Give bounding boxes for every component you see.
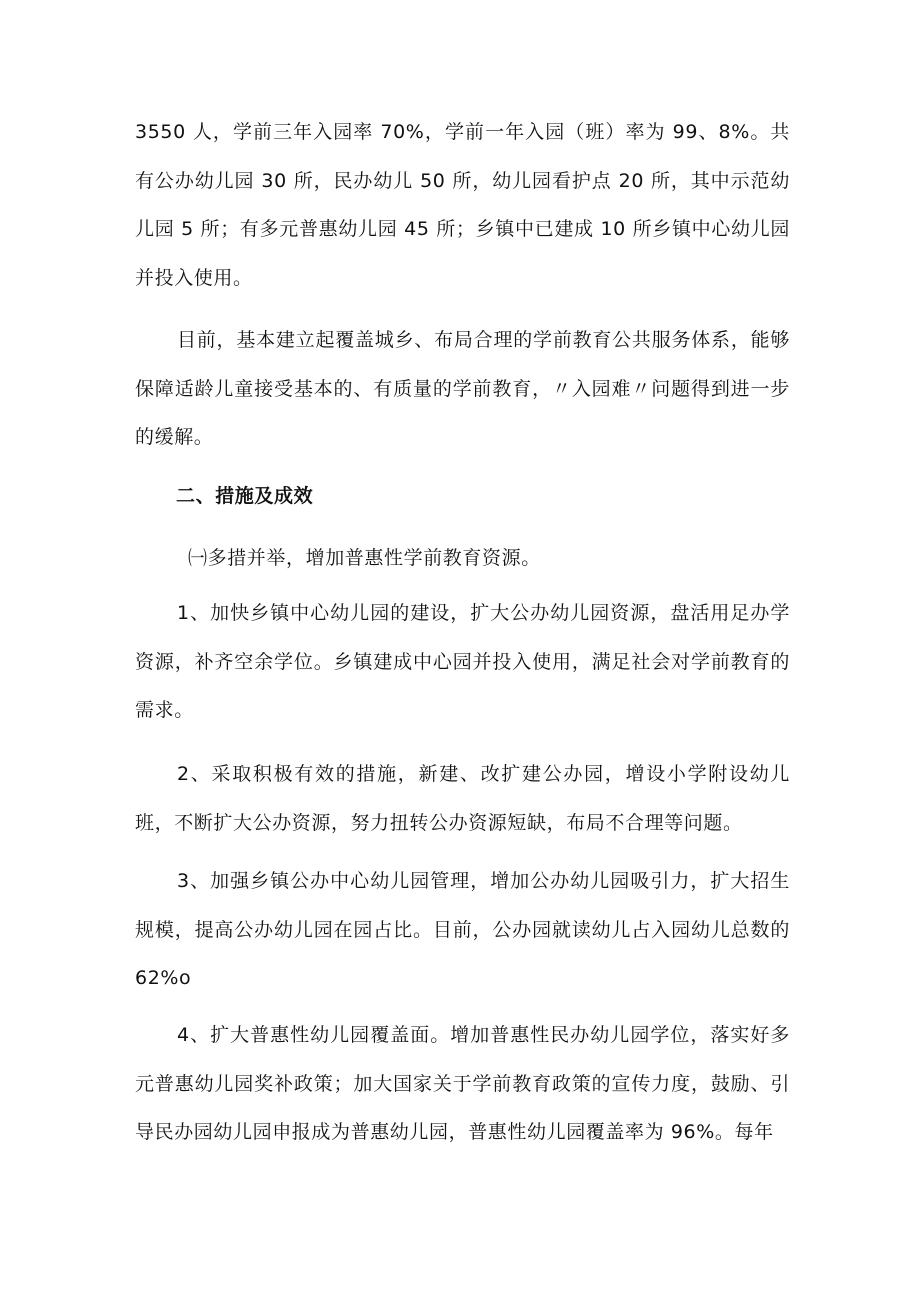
list-item-3: 3、加强乡镇公办中心幼儿园管理，增加公办幼儿园吸引力，扩大招生规模，提高公办幼儿园在园占比。目前，公办园就读幼儿占入园幼儿总数的 62%o bbox=[135, 870, 790, 989]
list-item-2: 2、采取积极有效的措施，新建、改扩建公办园，增设小学附设幼儿班，不断扩大公办资源，努力扭转公办资源短缺，布局不合理等问题。 bbox=[135, 763, 790, 834]
section-heading-measures: 二、措施及成效 bbox=[176, 485, 314, 507]
paragraph-enrollment-stats: 3550 人，学前三年入园率 70%，学前一年入园（班）率为 99、8%。共有公办幼儿园 30 所，民办幼儿 50 所，幼儿园看护点 20 所，其中示范幼儿园 5 所；有多元普惠幼儿园 45 所；乡镇中已建成 10 所乡镇中心幼儿园并投入使用。 bbox=[135, 121, 790, 289]
list-item-4: 4、扩大普惠性幼儿园覆盖面。增加普惠性民办幼儿园学位，落实好多元普惠幼儿园奖补政策；加大国家关于学前教育政策的宣传力度，鼓励、引导民办园幼儿园申报成为普惠幼儿园，普惠性幼儿园覆盖率为 96%。每年 bbox=[135, 1024, 790, 1143]
subsection-heading-resources: ㈠多措并举，增加普惠性学前教育资源。 bbox=[188, 547, 541, 569]
list-item-1: 1、加快乡镇中心幼儿园的建设，扩大公办幼儿园资源，盘活用足办学资源，补齐空余学位。乡镇建成中心园并投入使用，满足社会对学前教育的需求。 bbox=[135, 602, 790, 721]
paragraph-service-system: 目前，基本建立起覆盖城乡、布局合理的学前教育公共服务体系，能够保障适龄儿童接受基本的、有质量的学前教育，〃入园难〃问题得到进一步的缓解。 bbox=[135, 329, 790, 448]
